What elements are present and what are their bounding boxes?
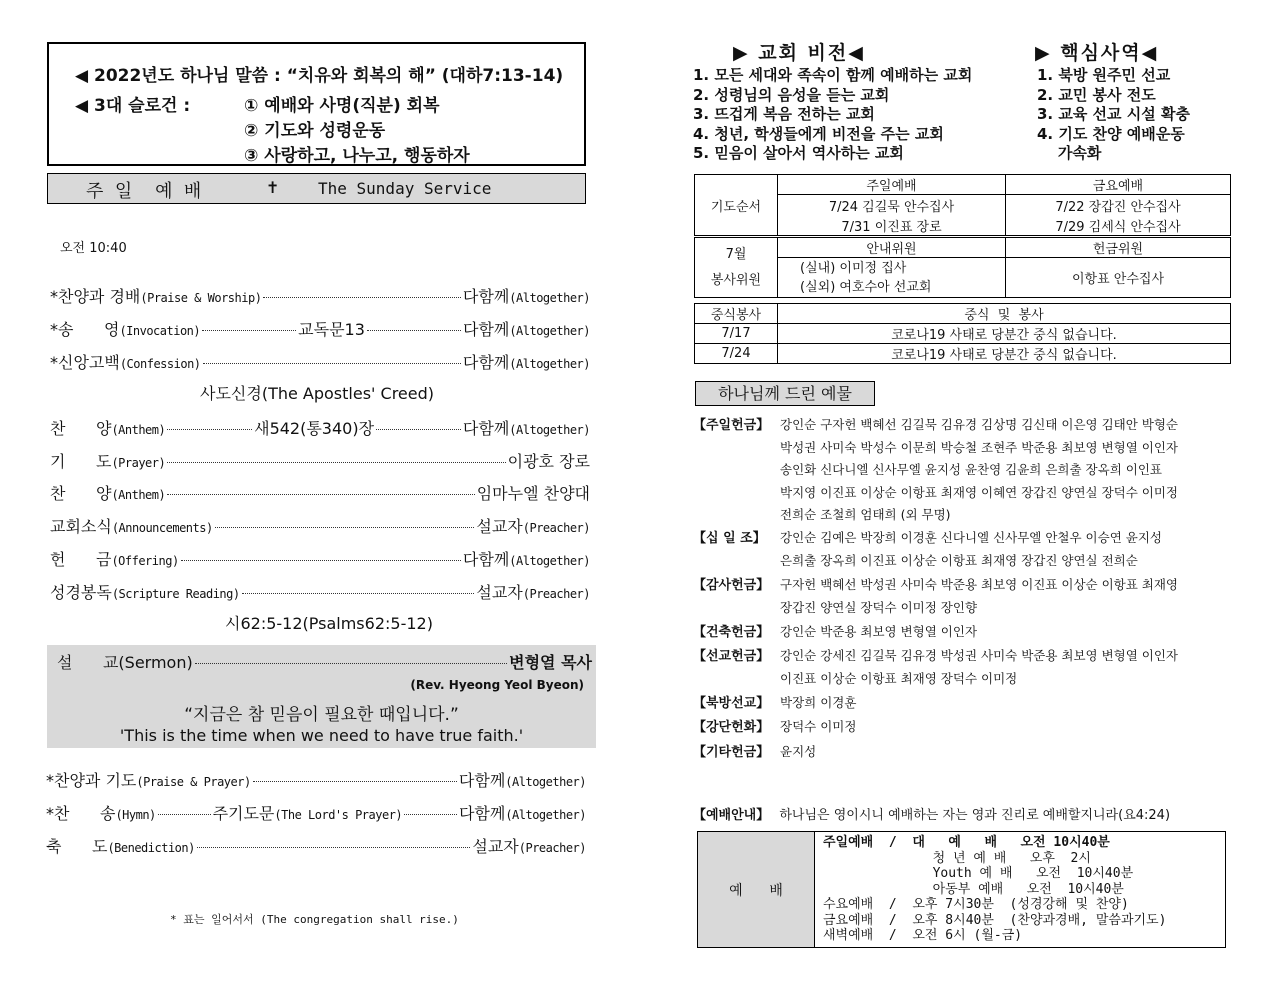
leader-dots bbox=[263, 297, 461, 298]
order-middle: 주기도문 bbox=[212, 804, 275, 823]
lunch-service-table bbox=[694, 303, 1231, 364]
prayer-sunday-1: 7/24 김길묵 안수집사 bbox=[778, 195, 1006, 215]
sunday-title-kr: 주 일 예 배 bbox=[86, 181, 202, 202]
core-item: 4. 기도 찬양 예배운동 bbox=[1037, 124, 1185, 143]
lunch-date: 7/24 bbox=[695, 344, 778, 364]
order-leader-en: (Altogether) bbox=[505, 775, 586, 789]
order-leader: 다함께 bbox=[462, 550, 510, 569]
offering-names-line: 이진표 이상순 이항표 최재영 장덕수 이미정 bbox=[780, 670, 1018, 686]
order-leader-en: (Preacher) bbox=[518, 841, 586, 855]
order-label: *송 영 bbox=[50, 320, 120, 339]
order-leader: 다함께 bbox=[458, 771, 506, 790]
vision-item: 1. 모든 세대와 족속이 함께 예배하는 교회 bbox=[693, 66, 973, 84]
offering-group bbox=[693, 716, 1233, 739]
order-label: 축 도 bbox=[46, 837, 108, 856]
order-leader: 이광호 장로 bbox=[507, 452, 590, 471]
offering-names-line: 박장희 이경훈 bbox=[780, 695, 857, 710]
offering-names-line: 장갑진 양연실 장덕수 이미정 장인향 bbox=[780, 599, 978, 615]
order-leader: 다함께 bbox=[462, 353, 510, 372]
sermon-preacher: 변형열 목사 bbox=[509, 653, 592, 672]
offering-group bbox=[693, 741, 1233, 764]
order-middle: 새542(통340)장 bbox=[254, 419, 375, 438]
cross-icon: ✝ bbox=[266, 178, 280, 197]
core-item: 1. 북방 원주민 선교 bbox=[1037, 66, 1171, 84]
offering-names-line: 은희출 장옥희 이진표 이상순 이항표 최재영 장갑진 양연실 전희순 bbox=[780, 552, 1138, 568]
leader-dots bbox=[167, 429, 252, 430]
vision-item: 4. 청년, 학생들에게 비전을 주는 교회 bbox=[693, 124, 944, 143]
offering-names bbox=[780, 716, 856, 739]
order-leader: 다함께 bbox=[462, 287, 510, 306]
service-label: 봉사위원 bbox=[710, 272, 762, 288]
prayer-friday-2: 7/29 김세식 안수집사 bbox=[1006, 215, 1231, 235]
offering-names bbox=[780, 692, 856, 715]
offering-category: 【건축헌금】 bbox=[693, 625, 770, 640]
sermon-label: 설 교(Sermon) bbox=[57, 653, 193, 672]
order-label: *찬 송 bbox=[46, 804, 116, 823]
order-leader-en: (Preacher) bbox=[522, 521, 590, 535]
offering-names-line: 강인순 박준용 최보영 변형열 이인자 bbox=[780, 624, 978, 639]
offering-category: 【북방선교】 bbox=[693, 696, 770, 711]
worship-schedule-line: 수요예배 / 오후 7시30분 (성경강해 및 찬양) bbox=[823, 897, 1129, 912]
sermon-title-en: 'This is the time when we need to have true faith.' bbox=[119, 726, 524, 745]
prayer-col-friday: 금요예배 bbox=[1006, 175, 1231, 195]
leader-dots bbox=[253, 781, 457, 782]
order-label: 기 도 bbox=[50, 452, 112, 471]
motto-box bbox=[47, 42, 586, 166]
service-col-guide: 안내위원 bbox=[778, 238, 1006, 258]
worship-order-item bbox=[50, 547, 590, 570]
slogan-label: ◀ 3대 슬로건 : bbox=[75, 96, 191, 116]
order-leader-en: (Altogether) bbox=[509, 357, 590, 371]
worship-guide-line bbox=[693, 804, 1170, 823]
apostles-creed: 사도신경(The Apostles' Creed) bbox=[200, 384, 435, 403]
worship-schedule-label: 예 배 bbox=[729, 883, 783, 899]
order-leader: 설교자 bbox=[476, 517, 523, 536]
vision-item: 3. 뜨겁게 복음 전하는 교회 bbox=[693, 105, 875, 123]
slogan-3: ③ 사랑하고, 나누고, 행동하자 bbox=[244, 146, 470, 166]
worship-guide-cat: 【예배안내】 bbox=[693, 808, 770, 823]
year-motto: ◀ 2022년도 하나님 말씀 : “치유와 회복의 해” (대하7:13-14) bbox=[75, 66, 564, 86]
lunch-label: 중식봉사 bbox=[695, 304, 778, 324]
offering-names-line: 박지영 이진표 이상순 이항표 최재영 이혜연 장갑진 양연실 장덕수 이미정 bbox=[780, 484, 1179, 500]
offering-names-line: 강인순 구자헌 백혜선 김길묵 김유경 김상명 김신태 이은영 김태안 박형순 bbox=[780, 417, 1179, 432]
order-leader: 다함께 bbox=[462, 320, 510, 339]
offering-category: 【기타헌금】 bbox=[693, 745, 770, 760]
service-guide-1: (실내) 이미정 집사 bbox=[800, 260, 907, 276]
worship-order-item bbox=[50, 449, 590, 472]
order-leader-en: (Altogether) bbox=[509, 291, 590, 305]
service-volunteers-table bbox=[694, 237, 1231, 298]
offering-names-line: 장덕수 이미정 bbox=[780, 719, 857, 734]
order-leader-en: (Altogether) bbox=[509, 423, 590, 437]
leader-dots bbox=[197, 847, 471, 848]
order-leader-en: (Preacher) bbox=[522, 587, 590, 601]
vision-list bbox=[693, 66, 972, 164]
offering-names bbox=[780, 741, 816, 764]
leader-dots bbox=[367, 330, 461, 331]
lunch-text: 코로나19 사태로 당분간 중식 없습니다. bbox=[778, 324, 1231, 344]
sermon-box bbox=[47, 645, 596, 748]
order-label: 헌 금 bbox=[50, 550, 112, 569]
prayer-friday-1: 7/22 장갑진 안수집사 bbox=[1006, 195, 1231, 215]
core-ministry-list bbox=[1037, 66, 1190, 164]
worship-schedule-line: 청 년 예 배 오후 2시 bbox=[823, 850, 1091, 866]
prayer-col-sunday: 주일예배 bbox=[778, 175, 1006, 195]
leader-dots bbox=[404, 814, 457, 815]
order-label-en: (Praise & Prayer) bbox=[136, 775, 251, 789]
worship-order-item bbox=[50, 481, 590, 504]
order-label: 성경봉독 bbox=[50, 583, 112, 602]
order-label: *찬양과 기도 bbox=[46, 771, 137, 790]
offering-names-line: 구자헌 백혜선 박성권 사미숙 박준용 최보영 이진표 이상순 이항표 최재영 bbox=[780, 577, 1179, 592]
order-leader-en: (Altogether) bbox=[505, 808, 587, 822]
lunch-date: 7/17 bbox=[695, 324, 778, 344]
worship-schedule-line: 주일예배 / 대 예 배 오전 10시40분 bbox=[823, 835, 1110, 850]
order-leader-en: (Altogether) bbox=[509, 324, 591, 338]
offering-names-line: 전희순 조철희 엄태희 (외 무명) bbox=[780, 507, 951, 522]
worship-schedule-line: 금요예배 / 오후 8시40분 (찬양과경배, 말씀과기도) bbox=[823, 912, 1167, 928]
offering-category: 【주일헌금】 bbox=[693, 418, 770, 433]
order-label-en: (Benediction) bbox=[107, 841, 195, 855]
core-ministry-title: ▶ 핵심사역◀ bbox=[1035, 42, 1159, 64]
offering-group bbox=[693, 574, 1233, 619]
order-label: 교회소식 bbox=[50, 517, 112, 536]
offering-group bbox=[693, 621, 1233, 644]
offering-category: 【감사헌금】 bbox=[693, 578, 770, 593]
order-leader: 설교자 bbox=[476, 583, 523, 602]
offering-names bbox=[780, 414, 1178, 527]
worship-order-item bbox=[50, 514, 590, 537]
offering-group bbox=[693, 692, 1233, 715]
order-leader: 임마누엘 찬양대 bbox=[476, 484, 590, 503]
offering-group bbox=[693, 414, 1233, 527]
offering-names-line: 송인화 신다니엘 신사무엘 윤지성 윤찬영 김윤희 은희출 장옥희 이인표 bbox=[780, 462, 1162, 477]
service-guide-2: (실외) 여호수아 선교회 bbox=[800, 279, 932, 295]
offerings-title: 하나님께 드린 예물 bbox=[718, 384, 852, 403]
prayer-order-table bbox=[694, 174, 1231, 236]
worship-order-item bbox=[46, 801, 586, 824]
leader-dots bbox=[203, 363, 461, 364]
order-middle-en: (The Lord's Prayer) bbox=[274, 808, 403, 822]
worship-order-item bbox=[50, 350, 590, 373]
offering-group bbox=[693, 645, 1233, 690]
order-leader: 다함께 bbox=[462, 419, 510, 438]
service-time: 오전 10:40 bbox=[60, 241, 127, 256]
order-label-en: (Scripture Reading) bbox=[111, 587, 240, 601]
sermon-preacher-en: (Rev. Hyeong Yeol Byeon) bbox=[410, 678, 584, 692]
service-offering-member: 이항표 안수집사 bbox=[1006, 258, 1231, 298]
order-label-en: (Announcements) bbox=[111, 521, 213, 535]
worship-order-item bbox=[50, 580, 590, 603]
order-label-en: (Confession) bbox=[119, 357, 201, 371]
order-label-en: (Anthem) bbox=[111, 423, 166, 437]
order-middle: 교독문13 bbox=[298, 320, 365, 339]
offering-names bbox=[780, 621, 977, 644]
vision-item: 2. 성령님의 음성을 듣는 교회 bbox=[693, 85, 890, 104]
core-item: 2. 교민 봉사 전도 bbox=[1037, 85, 1156, 104]
worship-schedule-line: 아동부 예배 오전 10시40분 bbox=[823, 881, 1124, 897]
offering-names-line: 박성권 사미숙 박성수 이문희 박승철 조현주 박준용 최보영 변형열 이인자 bbox=[780, 439, 1179, 455]
worship-order-item bbox=[50, 284, 590, 307]
order-label: *신앙고백 bbox=[50, 353, 120, 372]
service-guide-cell bbox=[778, 258, 1006, 298]
order-label-en: (Offering) bbox=[111, 554, 179, 568]
offering-category: 【십 일 조】 bbox=[693, 531, 766, 546]
order-label-en: (Anthem) bbox=[111, 488, 166, 502]
slogan-2: ② 기도와 성령운동 bbox=[244, 121, 386, 141]
worship-order-item bbox=[46, 834, 586, 857]
prayer-sunday-2: 7/31 이진표 장로 bbox=[778, 215, 1006, 235]
worship-order-item bbox=[50, 416, 590, 439]
leader-dots bbox=[376, 429, 461, 430]
scripture-reference: 시62:5-12(Psalms62:5-12) bbox=[225, 614, 433, 633]
offering-names-line: 윤지성 bbox=[780, 744, 817, 759]
worship-order-item bbox=[46, 768, 586, 791]
leader-dots bbox=[181, 560, 461, 561]
vision-title: ▶ 교회 비전◀ bbox=[733, 42, 865, 64]
slogan-1: ① 예배와 사명(직분) 회복 bbox=[244, 96, 440, 116]
sunday-title-en: The Sunday Service bbox=[318, 179, 492, 198]
offering-category: 【선교헌금】 bbox=[693, 649, 770, 664]
vision-item: 5. 믿음이 살아서 역사하는 교회 bbox=[693, 144, 904, 162]
leader-dots bbox=[167, 494, 474, 495]
worship-order-item bbox=[50, 317, 590, 340]
service-month: 7월 bbox=[725, 246, 747, 262]
worship-schedule-line: 새벽예배 / 오전 6시 (월-금) bbox=[823, 928, 1023, 943]
order-leader-en: (Altogether) bbox=[509, 554, 590, 568]
offering-group bbox=[693, 527, 1233, 572]
order-label: 찬 양 bbox=[50, 419, 112, 438]
offering-category: 【강단헌화】 bbox=[693, 720, 770, 735]
worship-schedule-line: Youth 예 배 오전 10시40분 bbox=[823, 866, 1134, 881]
order-label-en: (Hymn) bbox=[115, 808, 156, 822]
worship-schedule-table bbox=[697, 831, 1226, 948]
lunch-header: 중식 및 봉사 bbox=[778, 304, 1231, 324]
lunch-text: 코로나19 사태로 당분간 중식 없습니다. bbox=[778, 344, 1231, 364]
order-leader: 설교자 bbox=[472, 837, 519, 856]
core-item: 가속화 bbox=[1037, 144, 1102, 162]
offering-names-line: 강인순 강세진 김길묵 김유경 박성권 사미숙 박준용 최보영 변형열 이인자 bbox=[780, 648, 1179, 663]
offering-names-line: 강인순 김예은 박장희 이경훈 신다니엘 신사무엘 안철우 이승연 윤지성 bbox=[780, 530, 1162, 545]
worship-guide-text: 하나님은 영이시니 예배하는 자는 영과 진리로 예배할지니라(요4:24) bbox=[779, 808, 1171, 823]
offering-names bbox=[780, 527, 1162, 572]
order-label-en: (Prayer) bbox=[111, 456, 166, 470]
order-label-en: (Praise & Worship) bbox=[140, 291, 262, 305]
prayer-row-label: 기도순서 bbox=[695, 175, 778, 236]
service-col-offering: 헌금위원 bbox=[1006, 238, 1231, 258]
service-label-cell bbox=[695, 238, 778, 298]
offering-names bbox=[780, 645, 1178, 690]
order-leader: 다함께 bbox=[458, 804, 506, 823]
leader-dots bbox=[167, 462, 505, 463]
leader-dots bbox=[202, 330, 296, 331]
offering-names bbox=[780, 574, 1178, 619]
order-label-en: (Invocation) bbox=[119, 324, 201, 338]
sunday-service-bar bbox=[47, 173, 586, 204]
leader-dots bbox=[215, 527, 475, 528]
sermon-title-kr: “지금은 참 믿음이 필요한 때입니다.” bbox=[184, 705, 459, 725]
offerings-title-box bbox=[695, 381, 875, 406]
leader-dots bbox=[158, 814, 211, 815]
leader-dots bbox=[242, 593, 475, 594]
core-item: 3. 교육 선교 시설 확충 bbox=[1037, 105, 1190, 123]
footnote: * 표는 일어서서 (The congregation shall rise.) bbox=[170, 913, 459, 926]
order-label: 찬 양 bbox=[50, 484, 112, 503]
order-label: *찬양과 경배 bbox=[50, 287, 141, 306]
worship-schedule-label-cell bbox=[698, 832, 815, 947]
